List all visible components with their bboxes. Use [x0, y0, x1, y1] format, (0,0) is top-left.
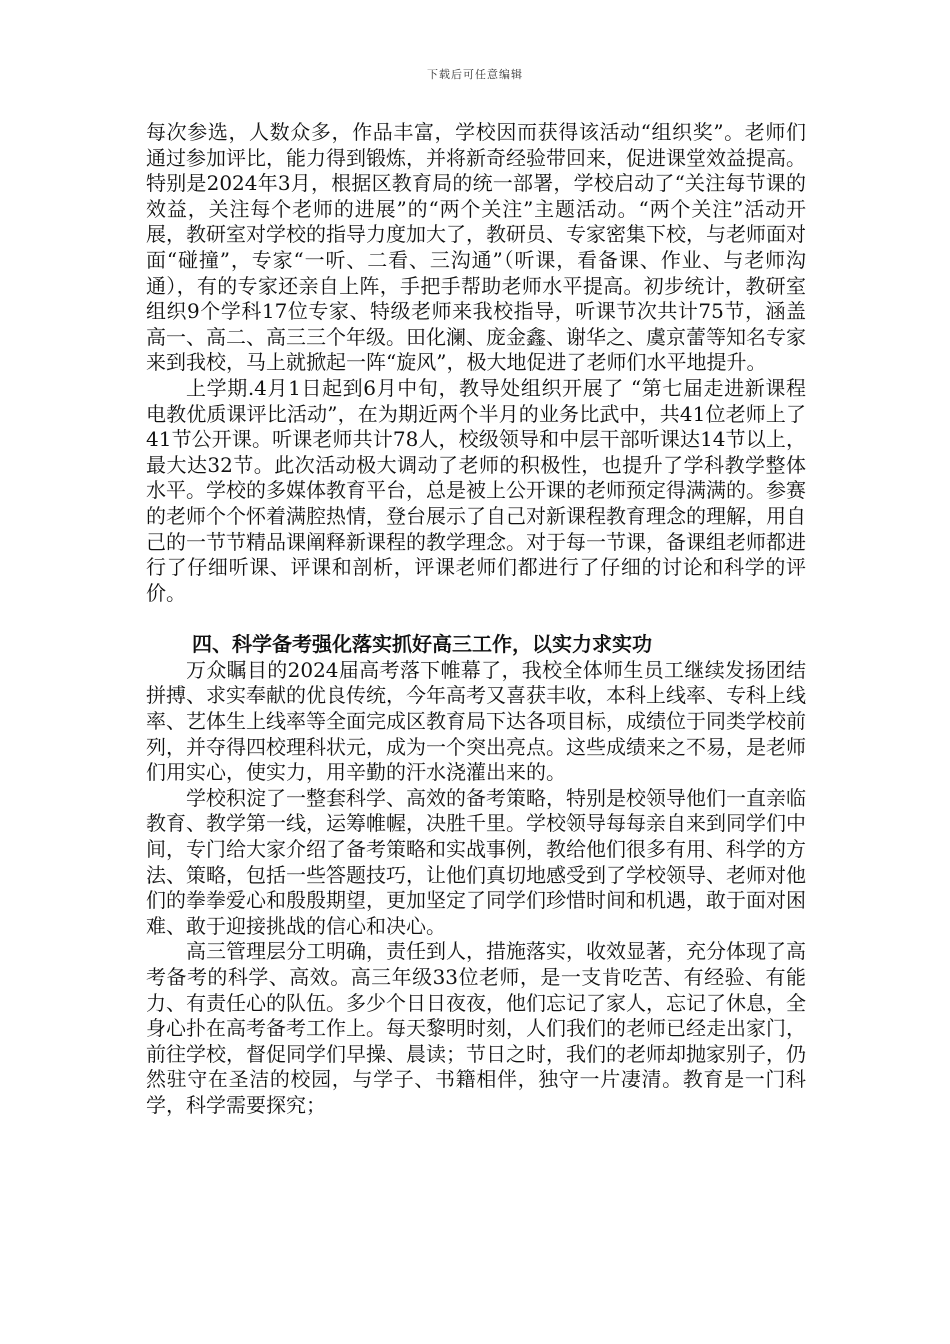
paragraph-teaching-competition: 上学期.4月1日起到6月中旬，教导处组织开展了 “第七届走进新课程电教优质课评比活动”，在为期近两个半月的业务比武中，共41位老师上了41节公开课。听课老师共计78人，校级领导和中层干部听课达14节以上，最大达32节。此次活动极大调动了老师的积极性，也提升了学科教学整体水平。学校的多媒体教育平台，总是被上公开课的老师预定得满满的。参赛的老师个个怀着满腔热情，登台展示了自己对新课程教育理念的理解，用自己的一节节精品课阐释新课程的教学理念。对于每一节课，备课组老师都进行了仔细听课、评课和剖析，评课老师们都进行了仔细的讨论和科学的评价。 [146, 375, 806, 605]
paragraph-exam-strategy: 学校积淀了一整套科学、高效的备考策略，特别是校领导他们一直亲临教育、教学第一线，运筹帷幄，决胜千里。学校领导每每亲自来到同学们中间，专门给大家介绍了备考策略和实战事例，教给他们很多有用、科学的方法、策略，包括一些答题技巧，让他们真切地感受到了学校领导、老师对他们的拳拳爱心和殷殷期望，更加坚定了同学们珍惜时间和机遇，敢于面对困难、敢于迎接挑战的信心和决心。 [146, 785, 806, 938]
section-heading-4: 四、科学备考强化落实抓好高三工作，以实力求实功 [192, 632, 652, 657]
paragraph-exam-results: 万众瞩目的2024届高考落下帷幕了，我校全体师生员工继续发扬团结拼搏、求实奉献的优良传统，今年高考又喜获丰收，本科上线率、专科上线率、艺体生上线率等全面完成区教育局下达各项目标，成绩位于同类学校前列，并夺得四校理科状元，成为一个突出亮点。这些成绩来之不易，是老师们用实心，使实力，用辛勤的汗水浇灌出来的。 [146, 657, 806, 785]
document-body [146, 120, 806, 1119]
paragraph-grade-three-team: 高三管理层分工明确，责任到人，措施落实，收效显著，充分体现了高考备考的科学、高效。高三年级33位老师，是一支肯吃苦、有经验、有能力、有责任心的队伍。多少个日日夜夜，他们忘记了家人，忘记了休息，全身心扑在高考备考工作上。每天黎明时刻，人们我们的老师已经走出家门，前往学校，督促同学们早操、晨读；节日之时，我们的老师却抛家别子，仍然驻守在圣洁的校园，与学子、书籍相伴，独守一片凄清。教育是一门科学，科学需要探究； [146, 939, 806, 1117]
page-header-note: 下载后可任意编辑 [427, 68, 523, 81]
paragraph-continued: 每次参选，人数众多，作品丰富，学校因而获得该活动“组织奖”。老师们通过参加评比，能力得到锻炼，并将新奇经验带回来，促进课堂效益提高。特别是2024年3月，根据区教育局的统一部署，学校启动了“关注每节课的效益，关注每个老师的进展”的“两个关注”主题活动。“两个关注”活动开展，教研室对学校的指导力度加大了，教研员、专家密集下校，与老师面对面“碰撞”，专家“一听、二看、三沟通”（听课，看备课、作业、与老师沟通），有的专家还亲自上阵，手把手帮助老师水平提高。初步统计，教研室组织9个学科17位专家、特级老师来我校指导，听课节次共计75节，涵盖高一、高二、高三三个年级。田化澜、庞金鑫、谢华之、虞京蕾等知名专家来到我校，马上就掀起一阵“旋风”，极大地促进了老师们水平地提升。 [146, 120, 806, 375]
section-spacer [146, 606, 806, 632]
